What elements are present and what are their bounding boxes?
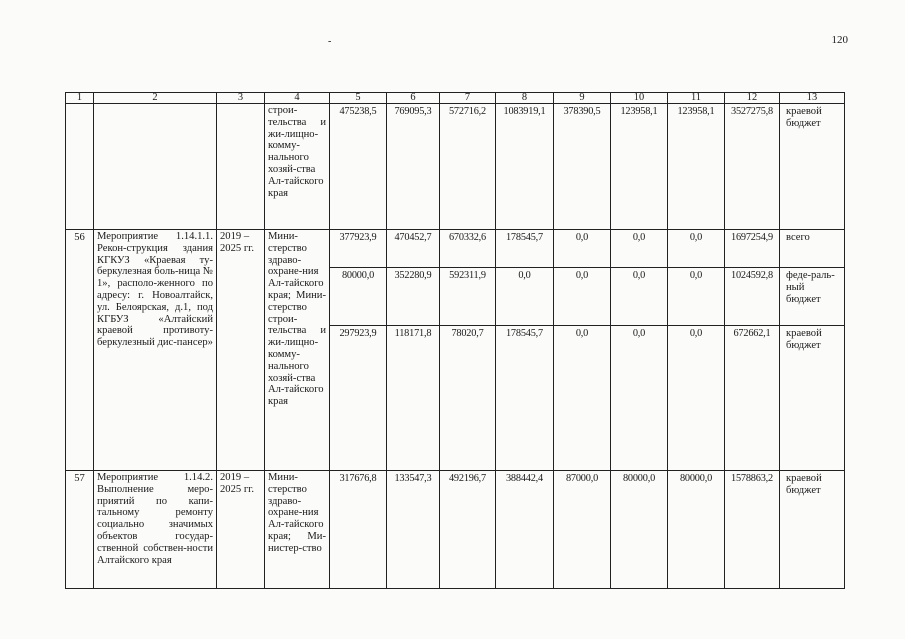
page-number: 120 <box>831 34 848 46</box>
column-number: 4 <box>265 93 330 104</box>
table-row <box>66 104 845 230</box>
value-cell: 123958,1 <box>611 104 668 230</box>
value-cell: 1083919,1 <box>496 104 554 230</box>
value-cell: 0,0 <box>554 326 611 471</box>
value-cell: 470452,7 <box>387 230 440 268</box>
value-cell: 80000,0 <box>668 471 725 589</box>
funding-source-cell: всего <box>780 230 845 268</box>
column-number: 12 <box>725 93 780 104</box>
value-cell: 672662,1 <box>725 326 780 471</box>
header-row <box>66 93 845 104</box>
value-cell: 492196,7 <box>440 471 496 589</box>
column-number: 9 <box>554 93 611 104</box>
column-number: 13 <box>780 93 845 104</box>
value-cell: 0,0 <box>611 268 668 326</box>
column-number: 1 <box>66 93 94 104</box>
value-cell: 123958,1 <box>668 104 725 230</box>
value-cell: 0,0 <box>496 268 554 326</box>
period-cell: 2019 – 2025 гг. <box>217 471 265 589</box>
value-cell: 769095,3 <box>387 104 440 230</box>
value-cell: 592311,9 <box>440 268 496 326</box>
value-cell: 1697254,9 <box>725 230 780 268</box>
period-cell: 2019 – 2025 гг. <box>217 230 265 471</box>
column-number: 5 <box>330 93 387 104</box>
table-row <box>66 471 845 589</box>
row-number-cell <box>66 104 94 230</box>
period-cell <box>217 104 265 230</box>
value-cell: 572716,2 <box>440 104 496 230</box>
value-cell: 377923,9 <box>330 230 387 268</box>
value-cell: 475238,5 <box>330 104 387 230</box>
value-cell: 0,0 <box>668 230 725 268</box>
value-cell: 80000,0 <box>330 268 387 326</box>
name-cell: Мероприятие 1.14.1.1. Рекон-струкция здания КГКУЗ «Краевая ту-беркулезная боль-ница № 1», располо-женного по адресу: г. Новоалтайск, ул. Белоярская, д.1, под КГБУЗ «Алтайский краевой противоту-беркулезный дис-пансер» <box>94 230 217 471</box>
column-number: 7 <box>440 93 496 104</box>
funding-source-cell: краевой бюджет <box>780 326 845 471</box>
value-cell: 78020,7 <box>440 326 496 471</box>
value-cell: 352280,9 <box>387 268 440 326</box>
value-cell: 0,0 <box>611 230 668 268</box>
funding-source-cell: краевой бюджет <box>780 471 845 589</box>
executor-cell: строи-тельства и жи-лищно-комму-нального хозяй-ства Ал-тайского края <box>265 104 330 230</box>
value-cell: 87000,0 <box>554 471 611 589</box>
value-cell: 317676,8 <box>330 471 387 589</box>
name-cell: Мероприятие 1.14.2. Выполнение меро-приятий по капи-тальному ремонту социально значимых объектов государ-ственной собствен-ности Алтайского края <box>94 471 217 589</box>
value-cell: 1578863,2 <box>725 471 780 589</box>
value-cell: 388442,4 <box>496 471 554 589</box>
table-row <box>66 230 845 268</box>
value-cell: 1024592,8 <box>725 268 780 326</box>
budget-table <box>65 92 845 589</box>
value-cell: 133547,3 <box>387 471 440 589</box>
value-cell: 0,0 <box>668 326 725 471</box>
column-number: 6 <box>387 93 440 104</box>
funding-source-cell: краевой бюджет <box>780 104 845 230</box>
value-cell: 178545,7 <box>496 230 554 268</box>
executor-cell: Мини-стерство здраво-охране-ния Ал-тайского края; Мини-стерство строи-тельства и жи-лищно-комму-нального хозяй-ства Ал-тайского края <box>265 230 330 471</box>
value-cell: 0,0 <box>668 268 725 326</box>
column-number: 2 <box>94 93 217 104</box>
name-cell <box>94 104 217 230</box>
column-number: 11 <box>668 93 725 104</box>
row-number-cell: 56 <box>66 230 94 471</box>
value-cell: 0,0 <box>611 326 668 471</box>
value-cell: 0,0 <box>554 230 611 268</box>
value-cell: 178545,7 <box>496 326 554 471</box>
column-number: 10 <box>611 93 668 104</box>
value-cell: 670332,6 <box>440 230 496 268</box>
stray-mark: - <box>328 36 332 47</box>
value-cell: 297923,9 <box>330 326 387 471</box>
column-number: 3 <box>217 93 265 104</box>
column-number: 8 <box>496 93 554 104</box>
value-cell: 378390,5 <box>554 104 611 230</box>
value-cell: 0,0 <box>554 268 611 326</box>
value-cell: 118171,8 <box>387 326 440 471</box>
value-cell: 3527275,8 <box>725 104 780 230</box>
funding-source-cell: феде-раль-ный бюджет <box>780 268 845 326</box>
executor-cell: Мини-стерство здраво-охране-ния Ал-тайского края; Ми-нистер-ство <box>265 471 330 589</box>
row-number-cell: 57 <box>66 471 94 589</box>
value-cell: 80000,0 <box>611 471 668 589</box>
